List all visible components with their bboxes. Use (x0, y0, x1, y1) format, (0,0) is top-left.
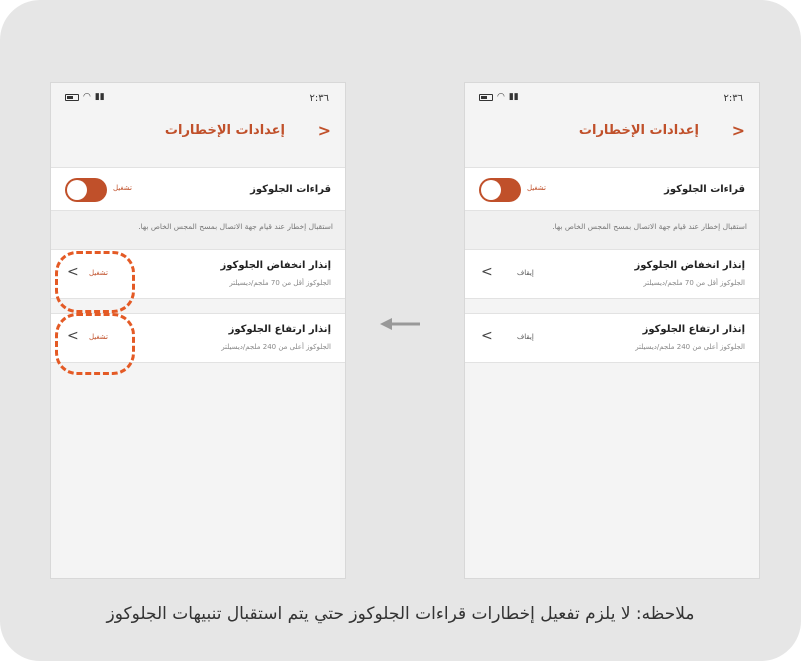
chevron-left-icon: < (67, 264, 79, 280)
nav-bar (51, 109, 345, 163)
high-alarm-title: إنذار ارتفاع الجلوكوز (642, 324, 745, 335)
low-glucose-alarm-row[interactable] (465, 249, 759, 299)
low-alarm-state: إيقاف (517, 269, 534, 277)
wifi-icon: ◠ (83, 92, 91, 102)
page-title: إعدادات الإخطارات (578, 123, 699, 138)
high-glucose-alarm-row[interactable] (465, 313, 759, 363)
toggle-knob (67, 180, 87, 200)
high-alarm-state: تشغيل (89, 333, 108, 341)
wifi-icon: ◠ (497, 92, 505, 102)
chevron-left-icon: < (67, 328, 79, 344)
footnote: ملاحظه: لا يلزم تفعيل إخطارات قراءات الجلوكوز حتي يتم استقبال تنبيهات الجلوكوز (106, 604, 695, 624)
battery-icon (479, 94, 493, 101)
low-alarm-state: تشغيل (89, 269, 108, 277)
status-bar (465, 83, 759, 109)
glucose-readings-row (465, 167, 759, 211)
high-alarm-title: إنذار ارتفاع الجلوكوز (228, 324, 331, 335)
status-time: ٢:٣٦ (309, 93, 329, 104)
toggle-label: تشغيل (113, 184, 132, 192)
chevron-right-icon[interactable]: > (731, 121, 745, 140)
description-text: استقبال إخطار عند قيام جهة الاتصال بمسح المجس الخاص بها. (138, 222, 333, 231)
phone-screen-after (50, 82, 346, 579)
chevron-right-icon[interactable]: > (317, 121, 331, 140)
page-title: إعدادات الإخطارات (164, 123, 285, 138)
high-alarm-highlight (55, 313, 135, 375)
status-icons (65, 93, 105, 102)
high-alarm-state: إيقاف (517, 333, 534, 341)
glucose-readings-toggle[interactable] (479, 178, 521, 202)
glucose-readings-title: قراءات الجلوكوز (250, 184, 331, 195)
status-time: ٢:٣٦ (723, 93, 743, 104)
nav-bar (465, 109, 759, 163)
description-block (51, 211, 345, 249)
low-alarm-title: إنذار انخفاض الجلوكوز (220, 260, 331, 271)
chevron-left-icon: < (481, 328, 493, 344)
signal-icon: ▮▮ (94, 92, 105, 102)
high-alarm-subtitle: الجلوكوز أعلى من 240 ملجم/ديسيلتر (221, 343, 331, 351)
low-alarm-subtitle: الجلوكوز أقل من 70 ملجم/ديسيلتر (229, 279, 331, 287)
toggle-knob (481, 180, 501, 200)
glucose-readings-toggle[interactable] (65, 178, 107, 202)
chevron-left-icon: < (481, 264, 493, 280)
arrow-left-icon (378, 316, 422, 332)
signal-icon: ▮▮ (508, 92, 519, 102)
description-text: استقبال إخطار عند قيام جهة الاتصال بمسح المجس الخاص بها. (552, 222, 747, 231)
phone-screen-before (464, 82, 760, 579)
glucose-readings-row (51, 167, 345, 211)
description-block (465, 211, 759, 249)
battery-icon (65, 94, 79, 101)
high-alarm-subtitle: الجلوكوز أعلى من 240 ملجم/ديسيلتر (635, 343, 745, 351)
status-icons (479, 93, 519, 102)
low-alarm-highlight (55, 251, 135, 313)
low-alarm-title: إنذار انخفاض الجلوكوز (634, 260, 745, 271)
status-bar (51, 83, 345, 109)
toggle-label: تشغيل (527, 184, 546, 192)
glucose-readings-title: قراءات الجلوكوز (664, 184, 745, 195)
low-alarm-subtitle: الجلوكوز أقل من 70 ملجم/ديسيلتر (643, 279, 745, 287)
